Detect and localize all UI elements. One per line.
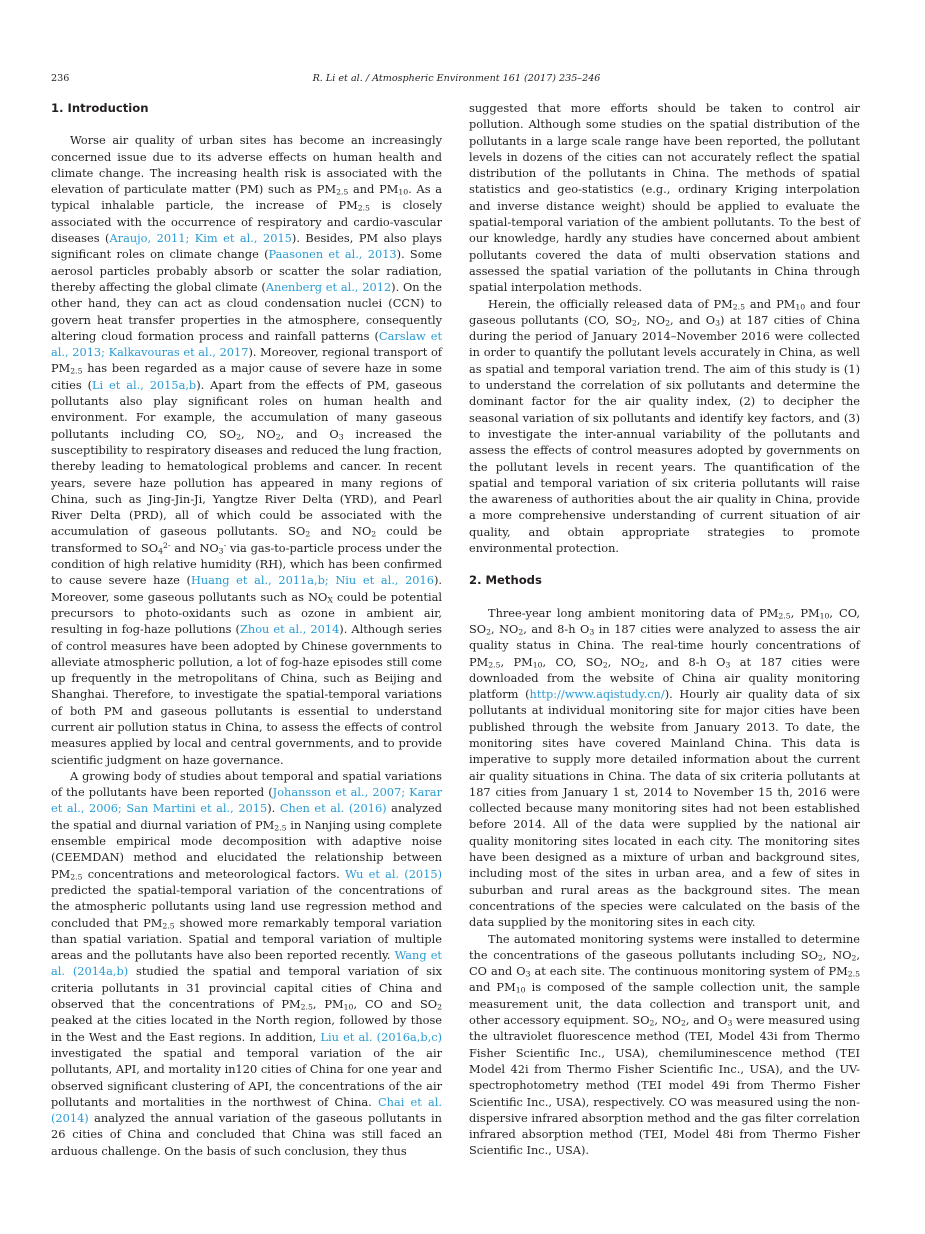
citation-link[interactable]: Huang et al., 2011a,b; Niu et al., 2016 (190, 573, 434, 588)
citation-link[interactable]: Araujo, 2011; Kim et al., 2015 (109, 231, 292, 246)
intro-paragraph-2-continued: suggested that more efforts should be taken to control air pollution. Although some studies on the spatial distribution of the pollutants in a large scale range have been reported, the pollutant levels in dozens of the cities can not accurately reflect the spatial distribution of the pollutants in China. The methods of spatial statistics and geo-statistics (e.g., ordinary Kriging interpolation and inverse distance weight) should be applied to evaluate the spatial-temporal variation of the ambient pollutants. To the best of our knowledge, hardly any studies have concerned about ambient pollutants covered the data of multi observation stations and assessed the spatial variation of the pollutants in China through spatial interpolation methods. (469, 101, 860, 295)
citation-link[interactable]: Wu et al. (2015) (344, 866, 443, 881)
citation-link[interactable]: Wang et al. (2014a,b) (51, 948, 442, 979)
citation-link[interactable]: Chen et al. (2016) (279, 801, 387, 816)
citation-link[interactable]: Chai et al. (2014) (51, 1094, 442, 1126)
methods-paragraph-2: The automated monitoring systems were installed to determine the concentrations of the gaseous pollutants including $SO_2$, $NO_2$, CO and $O_3$ at each site. The continuous monitoring system of $PM_{2.5}$ and $PM_{10}$ is composed of the sample collection unit, the sample measurement unit, the data collection and transport unit, and other accessory equipment. $SO_2$, $NO_2$, and $O_3$ were measured using the ultraviolet fluorescence method (TEI, Model 43i from Thermo Fisher Scientific Inc., USA), chemiluminescence method (TEI Model 42i from Thermo Fisher Scientific Inc., USA), and the UV-spectrophotometry method (TEI model 49i from Thermo Fisher Scientific Inc., USA), respectively. CO was measured using the non-dispersive infrared absorption method and the gas filter correlation infrared absorption method (TEI, Model 48i from Thermo Fisher Scientific Inc., USA). (469, 931, 861, 1158)
citation-link[interactable]: Carslaw et al., 2013; Kalkavouras et al., 2017 (51, 328, 442, 360)
citation-link[interactable]: Liu et al. (2016a,b,c) (320, 1029, 442, 1044)
website-link[interactable]: http://www.aqistudy.cn/ (529, 687, 665, 702)
methods-heading: 2. Methods (469, 573, 542, 588)
methods-paragraph-1: Three-year long ambient monitoring data of $PM_{2.5}$, $PM_{10}$, CO, $SO_2$, $NO_2$, and 8-h $O_3$ in 187 cities were analyzed to assess the air quality status in China. The real-time hourly concentrations of $PM_{2.5}$, $PM_{10}$, CO, $SO_2$, $NO_2$, and 8-h $O_3$ at 187 cities were downloaded from the website of China air quality monitoring platform (http://www.aqistudy.cn/). Hourly air quality data of six pollutants at individual monitoring site for major cities have been published through the website from January 2013. To date, the monitoring sites have covered Mainland China. This data is imperative to supply more detailed information about the current air quality situations in China. The data of six criteria pollutants at 187 cities from January 1 st, 2014 to November 15 th, 2016 were collected because many monitoring sites had not been established before 2014. All of the data were supplied by the national air quality monitoring sites located in each city. The monitoring sites have been designed as a mixture of urban and background sites, including most of the sites in urban area, and a few of sites in suburban and rural areas as the background sites. The mean concentrations of the species were calculated on the basis of the data supplied by the monitoring sites in each city. (469, 605, 860, 930)
right-column (469, 100, 860, 1159)
left-column (51, 100, 442, 1159)
citation-link[interactable]: Li et al., 2015a,b (92, 377, 197, 392)
introduction-heading: 1. Introduction (51, 101, 149, 115)
intro-paragraph-1: Worse air quality of urban sites has become an increasingly concerned issue due to its adverse effects on human health and climate change. The increasing health risk is associated with the elevation of particulate matter (PM) such as $PM_{2.5}$ and $PM_{10}$. As a typical inhalable particle, the increase of $PM_{2.5}$ is closely associated with the occurrence of respiratory and cardio-vascular diseases (Araujo, 2011; Kim et al., 2015). Besides, PM also plays significant roles on climate change (Paasonen et al., 2013). Some aerosol particles probably absorb or scatter the solar radiation, thereby affecting the global climate (Anenberg et al., 2012). On the other hand, they can act as cloud condensation nuclei (CCN) to govern heat transfer properties in the atmosphere, consequently altering cloud formation process and rainfall patterns (Carslaw et al., 2013; Kalkavouras et al., 2017). Moreover, regional transport of $PM_{2.5}$ has been regarded as a major cause of severe haze in some cities (Li et al., 2015a,b). Apart from the effects of PM, gaseous pollutants also play significant roles on human health and environment. For example, the accumulation of many gaseous pollutants including CO, $SO_2$, $NO_2$, and $O_3$ increased the susceptibility to respiratory diseases and reduced the lung fraction, thereby leading to hematological problems and cancer. In recent years, severe haze pollution has appeared in many regions of China, such as Jing-Jin-Ji, Yangtze River Delta (YRD), and Pearl River Delta (PRD), all of which could be associated with the accumulation of gaseous pollutants. $SO_2$ and $NO_2$ could be transformed to $SO_4^{2-}$ and $NO_3^-$ via gas-to-particle process under the condition of high relative humidity (RH), which has been confirmed to cause severe haze (Huang et al., 2011a,b; Niu et al., 2016). Moreover, some gaseous pollutants such as $NO_X$ could be potential precursors to photo-oxidants such as ozone in ambient air, resulting in fog-haze pollutions (Zhou et al., 2014). Although series of control measures have been adopted by Chinese governments to alleviate atmospheric pollution, a lot of fog-haze episodes still come up frequently in the metropolitans of China, such as Beijing and Shanghai. Therefore, to investigate the spatial-temporal variations of both PM and gaseous pollutants is essential to understand current air pollution status in China, to assess the effects of control measures applied by local and central governments, and to provide scientific judgment on haze governance. (51, 133, 443, 767)
citation-link[interactable]: Johansson et al., 2007; Karar et al., 2006; San Martini et al., 2015 (51, 785, 442, 816)
citation-link[interactable]: Anenberg et al., 2012 (265, 279, 392, 294)
citation-link[interactable]: Paasonen et al., 2013 (268, 247, 397, 262)
citation-link[interactable]: Zhou et al., 2014 (240, 622, 340, 637)
intro-paragraph-3: Herein, the officially released data of $PM_{2.5}$ and $PM_{10}$ and four gaseous pollutants (CO, $SO_2$, $NO_2$, and $O_3$) at 187 cities of China during the period of January 2014–November 2016 were collected in order to quantify the pollutant levels accurately in China, as well as spatial and temporal variation trend. The aim of this study is (1) to understand the correlation of six pollutants and determine the dominant factor for the air quality index, (2) to decipher the seasonal variation of six pollutants and identify key factors, and (3) to investigate the inter-annual variability of the pollutants and assess the effects of control measures adopted by governments on the pollutant levels in recent years. The quantification of the spatial and temporal variation of six criteria pollutants will raise the awareness of authorities about the air quality in China, provide a more comprehensive understanding of current situation of air quality, and obtain appropriate strategies to promote environmental protection. (469, 296, 861, 556)
journal-reference: R. Li et al. / Atmospheric Environment 161 (2017) 235–246 (312, 73, 601, 84)
page-number: 236 (51, 73, 70, 84)
intro-paragraph-2: A growing body of studies about temporal and spatial variations of the pollutants have been reported (Johansson et al., 2007; Karar et al., 2006; San Martini et al., 2015). Chen et al. (2016) analyzed the spatial and diurnal variation of $PM_{2.5}$ in Nanjing using complete ensemble empirical mode decomposition with adaptive noise (CEEMDAN) method and elucidated the relationship between $PM_{2.5}$ concentrations and meteorological factors. Wu et al. (2015) predicted the spatial-temporal variation of the concentrations of the atmospheric pollutants using land use regression method and concluded that $PM_{2.5}$ showed more remarkably temporal variation than spatial variation. Spatial and temporal variation of multiple areas and the pollutants have also been reported recently. Wang et al. (2014a,b) studied the spatial and temporal variation of six criteria pollutants in 31 provincial capital cities of China and observed that the concentrations of $PM_{2.5}$, $PM_{10}$, CO and $SO_2$ peaked at the cities located in the North region, followed by those in the West and the East regions. In addition, Liu et al. (2016a,b,c) investigated the spatial and temporal variation of the air pollutants, API, and mortality in120 cities of China for one year and observed significant clustering of API, the concentrations of the air pollutants and mortalities in the northwest of China. Chai et al. (2014) analyzed the annual variation of the gaseous pollutants in 26 cities of China and concluded that China was still faced an arduous challenge. On the basis of such conclusion, they thus (51, 768, 443, 1158)
